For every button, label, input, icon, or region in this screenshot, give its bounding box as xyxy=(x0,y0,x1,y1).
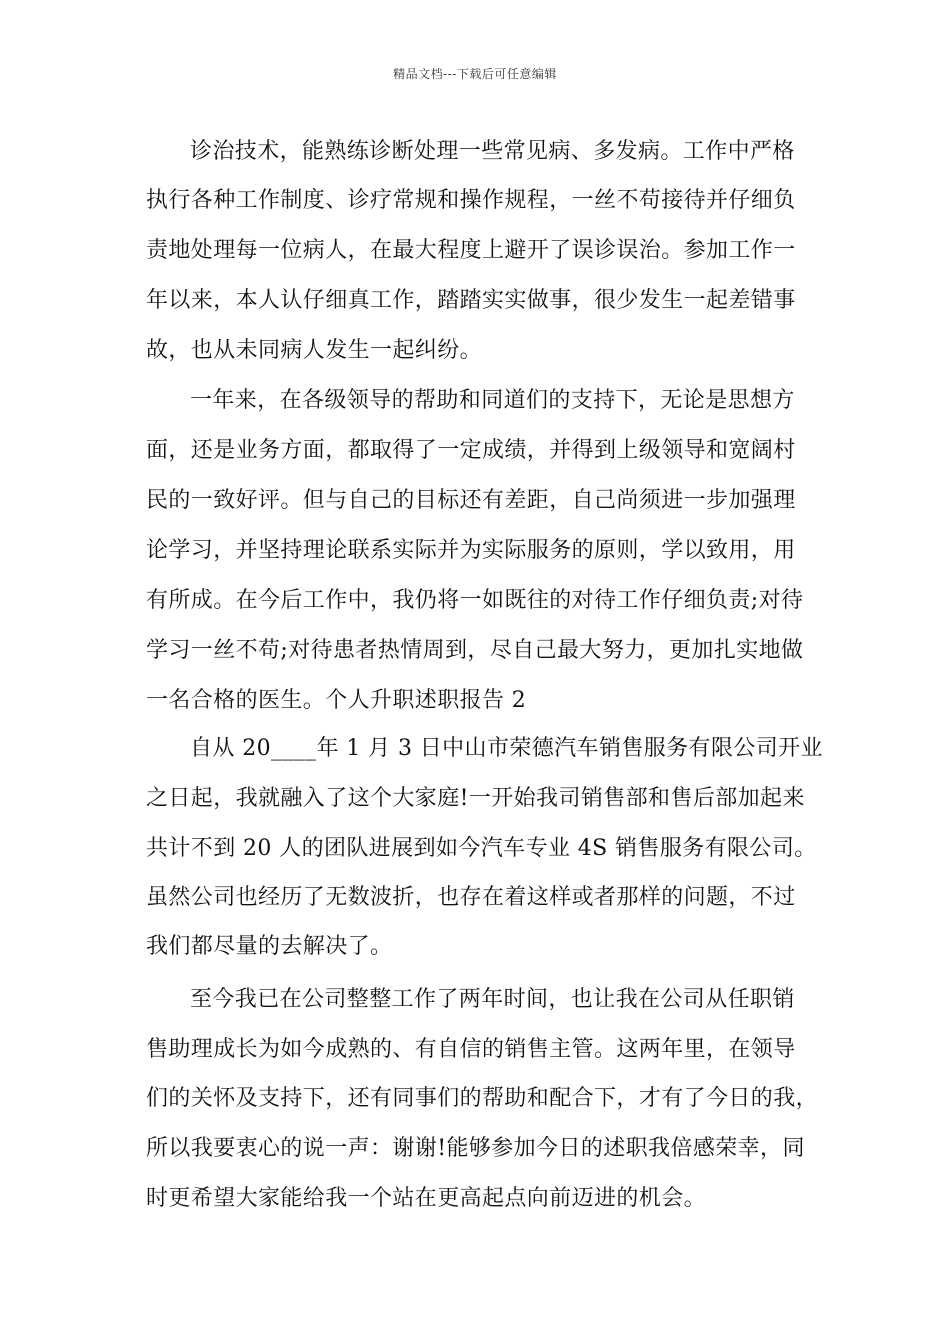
page-header: 精品文档---下载后可任意编辑 xyxy=(393,67,557,81)
body-line: 共计不到 20 人的团队进展到如今汽车专业 4S 销售服务有限公司。 xyxy=(146,836,817,861)
body-line: 学习一丝不苟;对待患者热情周到，尽自己最大努力，更加扎实地做 xyxy=(146,638,804,663)
body-line: 之日起，我就融入了这个大家庭!一开始我司销售部和售后部加起来 xyxy=(146,786,805,811)
body-line: 一年来，在各级领导的帮助和同道们的支持下，无论是思想方 xyxy=(190,388,795,413)
body-line: 一名合格的医生。个人升职述职报告 2 xyxy=(146,688,527,713)
body-line: 民的一致好评。但与自己的目标还有差距，自己尚须进一步加强理 xyxy=(146,488,796,513)
body-line: 论学习，并坚持理论联系实际并为实际服务的原则，学以致用，用 xyxy=(146,538,796,563)
body-line: 们的关怀及支持下，还有同事们的帮助和配合下，才有了今日的我， xyxy=(146,1086,819,1111)
body-line: 所以我要衷心的说一声：谢谢!能够参加今日的述职我倍感荣幸，同 xyxy=(146,1136,805,1161)
body-line: 故，也从未同病人发生一起纠纷。 xyxy=(146,338,483,363)
body-line: 执行各种工作制度、诊疗常规和操作规程，一丝不苟接待并仔细负 xyxy=(146,188,796,213)
body-line: 自从 20____年 1 月 3 日中山市荣德汽车销售服务有限公司开业 xyxy=(190,736,823,761)
body-line: 虽然公司也经历了无数波折，也存在着这样或者那样的问题，不过 xyxy=(146,885,796,910)
body-line: 时更希望大家能给我一个站在更高起点向前迈进的机会。 xyxy=(146,1186,707,1211)
body-line: 面，还是业务方面，都取得了一定成绩，并得到上级领导和宽阔村 xyxy=(146,438,796,463)
body-line: 年以来，本人认仔细真工作，踏踏实实做事，很少发生一起差错事 xyxy=(146,288,796,313)
body-line: 有所成。在今后工作中，我仍将一如既往的对待工作仔细负责;对待 xyxy=(146,588,804,613)
body-line: 至今我已在公司整整工作了两年时间，也让我在公司从任职销 xyxy=(190,987,795,1012)
body-line: 责地处理每一位病人，在最大程度上避开了误诊误治。参加工作一 xyxy=(146,238,796,263)
body-line: 诊治技术，能熟练诊断处理一些常见病、多发病。工作中严格 xyxy=(190,139,795,164)
body-line: 我们都尽量的去解决了。 xyxy=(146,934,393,959)
body-line: 售助理成长为如今成熟的、有自信的销售主管。这两年里，在领导 xyxy=(146,1037,796,1062)
